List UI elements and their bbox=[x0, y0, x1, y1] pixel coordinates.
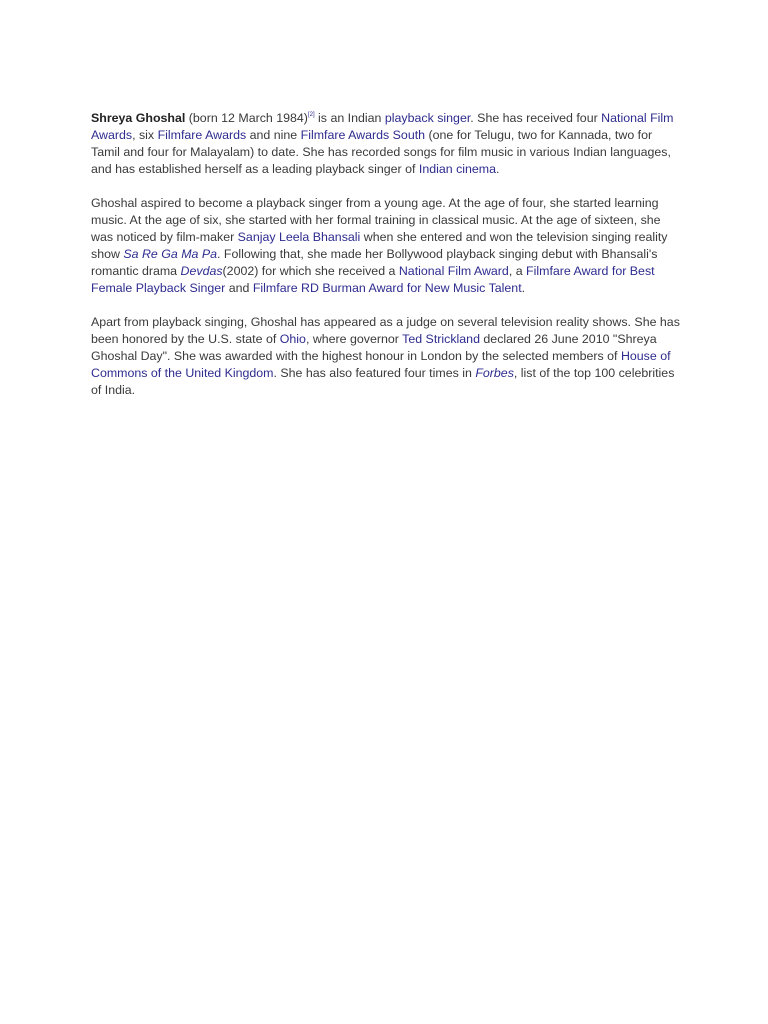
link-playback-singer[interactable]: playback singer bbox=[384, 111, 471, 125]
citation-link[interactable]: [2] bbox=[307, 112, 315, 118]
link-national-film-awards[interactable]: National Film Awards bbox=[91, 111, 674, 142]
text-segment: . She has also featured four times in bbox=[273, 366, 476, 380]
text-segment: Apart from playback singing, Ghoshal has appeared as a judge on several television reality shows. She has been honored by the U.S. state of bbox=[91, 315, 680, 346]
link-filmfare-best-female-playback[interactable]: Filmfare Award for Best Female Playback Singer bbox=[91, 264, 655, 295]
subject-name: Shreya Ghoshal bbox=[91, 111, 186, 125]
paragraph-career bbox=[91, 195, 681, 297]
text-segment: , where governor bbox=[305, 332, 403, 346]
link-filmfare-awards-south[interactable]: Filmfare Awards South bbox=[300, 128, 426, 142]
text-segment: (born 12 March 1984) bbox=[185, 111, 308, 125]
link-house-of-commons[interactable]: House of Commons of the United Kingdom bbox=[91, 349, 671, 380]
text-segment: . bbox=[496, 162, 500, 176]
paragraph-honours bbox=[91, 314, 681, 399]
link-filmfare-awards[interactable]: Filmfare Awards bbox=[157, 128, 247, 142]
link-filmfare-rd-burman-award[interactable]: Filmfare RD Burman Award for New Music Talent bbox=[252, 281, 522, 295]
text-segment: Ghoshal aspired to become a playback singer from a young age. At the age of four, she started learning music. At the age of six, she started with her formal training in classical music. At the age of sixteen, she was noticed by film-maker bbox=[91, 196, 661, 244]
document-page bbox=[91, 110, 681, 416]
link-ted-strickland[interactable]: Ted Strickland bbox=[402, 332, 480, 346]
link-forbes[interactable]: Forbes bbox=[475, 366, 514, 380]
text-segment: is an Indian bbox=[314, 111, 385, 125]
text-segment: when she entered and won the television singing reality show bbox=[91, 230, 668, 261]
paragraph-intro bbox=[91, 110, 681, 178]
text-segment: . She has received four bbox=[470, 111, 602, 125]
text-segment: (2002) for which she received a bbox=[222, 264, 399, 278]
link-national-film-award[interactable]: National Film Award bbox=[398, 264, 509, 278]
text-segment: . bbox=[521, 281, 526, 295]
text-segment: , six bbox=[132, 128, 158, 142]
text-segment: (one for Telugu, two for Kannada, two for Tamil and four for Malayalam) to date. She has recorded songs for film music in various Indian languages, and has established herself as a leading playback singer of bbox=[91, 128, 671, 176]
link-sanjay-leela-bhansali[interactable]: Sanjay Leela Bhansali bbox=[237, 230, 361, 244]
text-segment: and nine bbox=[246, 128, 301, 142]
text-segment: and bbox=[225, 281, 253, 295]
text-segment: , list of the top 100 celebrities of India. bbox=[91, 366, 675, 397]
text-segment: . Following that, she made her Bollywood playback singing debut with Bhansali's romantic drama bbox=[91, 247, 658, 278]
link-indian-cinema[interactable]: Indian cinema bbox=[418, 162, 497, 176]
text-segment: , a bbox=[508, 264, 527, 278]
link-sa-re-ga-ma-pa[interactable]: Sa Re Ga Ma Pa bbox=[123, 247, 218, 261]
link-ohio[interactable]: Ohio bbox=[279, 332, 306, 346]
text-segment: declared 26 June 2010 "Shreya Ghoshal Day". She was awarded with the highest honour in London by the selected members of bbox=[91, 332, 657, 363]
link-devdas[interactable]: Devdas bbox=[180, 264, 223, 278]
